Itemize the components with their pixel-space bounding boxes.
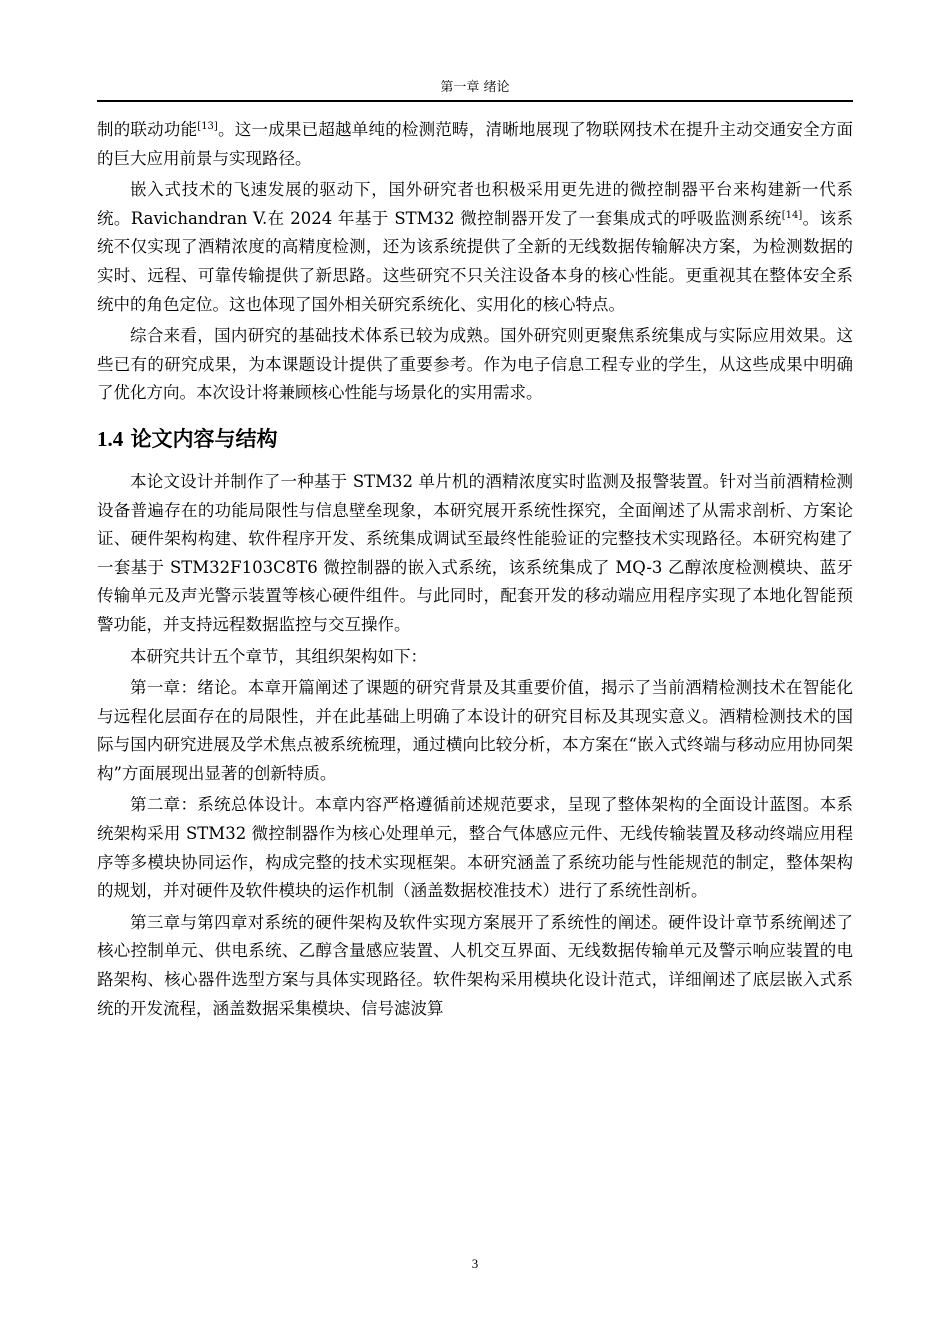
paragraph-7: 第二章：系统总体设计。本章内容严格遵循前述规范要求，呈现了整体架构的全面设计蓝图。本系统架构采用 STM32 微控制器作为核心处理单元，整合气体感应元件、无线传输装置及移动终端应用程序等多模块协同运作，构成完整的技术实现框架。本研究涵盖了系统功能与性能规范的制定，整体架构的规划，并对硬件及软件模块的运作机制（涵盖数据校准技术）进行了系统性剖析。	[97, 795, 853, 901]
paragraph-4: 本论文设计并制作了一种基于 STM32 单片机的酒精浓度实时监测及报警装置。针对当前酒精检测设备普遍存在的功能局限性与信息壁垒现象，本研究展开系统性探究，全面阐述了从需求剖析、方案论证、硬件架构构建、软件程序开发、系统集成调试至最终性能验证的完整技术实现路径。本研究构建了一套基于 STM32F103C8T6 微控制器的嵌入式系统，该系统集成了 MQ-3 乙醇浓度检测模块、蓝牙传输单元及声光警示装置等核心硬件组件。与此同时，配套开发的移动端应用程序实现了本地化智能预警功能，并支持远程数据监控与交互操作。	[97, 471, 853, 634]
section-number: 1.4	[97, 426, 124, 451]
paragraph-8: 第三章与第四章对系统的硬件架构及软件实现方案展开了系统性的阐述。硬件设计章节系统阐述了核心控制单元、供电系统、乙醇含量感应装置、人机交互界面、无线数据传输单元及警示响应装置的电路架构、核心器件选型方案与具体实现路径。软件架构采用模块化设计范式，详细阐述了底层嵌入式系统的开发流程，涵盖数据采集模块、信号滤波算	[97, 912, 853, 1018]
paragraph-2: 嵌入式技术的飞速发展的驱动下，国外研究者也积极采用更先进的微控制器平台来构建新一代系统。Ravichandran V.在 2024 年基于 STM32 微控制器开发了一套集成式的呼吸监测系统[14]。该系统不仅实现了酒精浓度的高精度检测，还为该系统提供了全新的无线数据传输解决方案，为检测数据的实时、远程、可靠传输提供了新思路。这些研究不只关注设备本身的核心性能。更重视其在整体安全系统中的角色定位。这也体现了国外相关研究系统化、实用化的核心特点。	[97, 180, 853, 314]
section-title: 论文内容与结构	[130, 425, 278, 451]
paragraph-1: 制的联动功能[13]。这一成果已超越单纯的检测范畴，清晰地展现了物联网技术在提升主动交通安全方面的巨大应用前景与实现路径。	[97, 120, 854, 168]
body-text	[97, 116, 853, 1023]
paragraph-5: 本研究共计五个章节，其组织架构如下：	[130, 646, 427, 666]
citation-13: [13]	[197, 121, 218, 132]
paragraph-3: 综合来看，国内研究的基础技术体系已较为成熟。国外研究则更聚焦系统集成与实际应用效果。这些已有的研究成果，为本课题设计提供了重要参考。作为电子信息工程专业的学生，从这些成果中明确了优化方向。本次设计将兼顾核心性能与场景化的实用需求。	[97, 326, 853, 403]
running-header: 第一章 绪论	[440, 80, 510, 95]
paragraph-6: 第一章：绪论。本章开篇阐述了课题的研究背景及其重要价值，揭示了当前酒精检测技术在智能化与远程化层面存在的局限性，并在此基础上明确了本设计的研究目标及其现实意义。酒精检测技术的国际与国内研究进展及学术焦点被系统梳理，通过横向比较分析，本方案在“嵌入式终端与移动应用协同架构”方面展现出显著的创新特质。	[97, 678, 853, 783]
section-heading	[97, 423, 853, 455]
page-number: 3	[471, 1256, 479, 1271]
header-rule	[97, 100, 853, 102]
citation-14: [14]	[781, 209, 803, 221]
